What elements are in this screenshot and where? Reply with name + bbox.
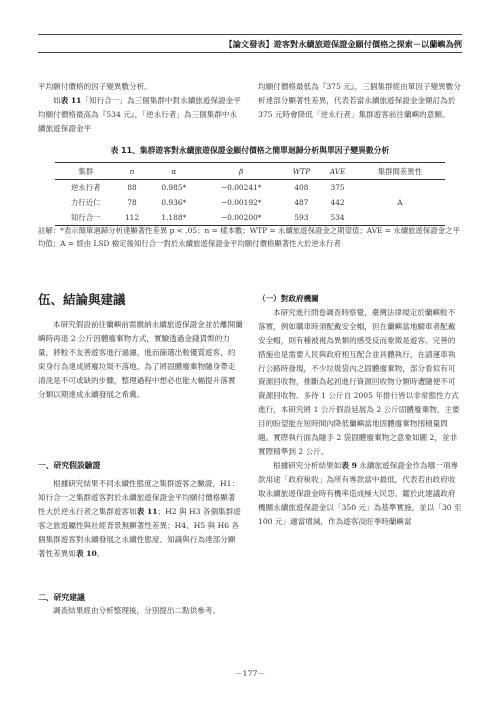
table-note: 註解：*表示簡單迴歸分析達顯著性差異 p < .05；n = 樣本數；WTP = 永續旅遊保證金之期望值；AVE = 永續旅遊保證金之平均值；A = 經由 LSD 檢定後知行合一對於永續旅遊保證金平均願付價格顯著性大於逆永行者 [38, 226, 460, 248]
page-number: －177－ [234, 669, 266, 678]
table-header-row [55, 163, 445, 180]
subheading-hypothesis: 一、研究假設驗證 [38, 461, 101, 470]
table-ref: 表 11 [60, 95, 82, 105]
col-header-beta: β [200, 163, 283, 180]
government-paragraph-2: 根據研究分析結果如表 9 永續旅遊保證金作為哪一項專款用途「政府稅收」為所有專款當中最低，代表若由政府收取永續旅遊保證金時有機率造成極大民怨。鑑於此建議政府機關永續旅遊保證金以「350 元」為基準實施，並以「30 至 100 元」適當增減，作為遊客淡旺季時蘭嶼當 [258, 460, 462, 526]
government-paragraph-1: 本研究進行問卷調查時察覺，臺灣法律規定於蘭嶼較不落實，例如購車時須配戴安全帽，但在蘭嶼當地騎車者配戴安全帽，則有種被視為異類的感受反而象徵是遊客。完善的措施也是需要人民與政府相互配合並具體執行，在請運車執行公路時發現，不少垃圾袋內之固體廢棄物，部分看似有可資源回收物，推斷為起初進行資源回收物分類時遭隨便不可資源回收物。多待 1 公斤自 2005 年推行皆以非常態性方式進行，本研究將 1 公斤假設延展為 2 公斤固體廢棄物，主要目的盼望能在短時間內降低蘭嶼當地固體廢棄物囤積量問題。實際執行面為隨手 2 袋固體廢棄物之意象如圖 2，並非實際精準到 2 公斤。 [258, 307, 460, 456]
col-header-ave: AVE [320, 163, 354, 180]
top-left-paragraph-1: 平均願付價格的因子變異數分析。 [38, 82, 152, 91]
suggestions-paragraph: 調查結果經由分析整理後，分別提出二點供參考。 [53, 606, 221, 615]
subheading-government: （一）對政府機關 [258, 294, 319, 303]
right-column [258, 292, 462, 528]
hypothesis-paragraph: 根據研究結果不同永續性態度之集群遊客之驗證，H1：知行合一之集群遊客對於永續旅遊保證金平均願付價格顯著性大於逆永行者之集群遊客如表 11；H2 與 H3 各個集群遊客之旅遊屬性與社經背景無顯著性差異；H4、H5 與 H6 各個集群遊客對永續發展之永續性態度、知識與行為達部分顯著性差異如表 10。 [38, 479, 241, 558]
top-left-column [38, 80, 243, 136]
table-ref: 表 9 [341, 460, 357, 470]
intro-paragraph: 本研究假設前往蘭嶼前需繳納永續旅遊保證金並於離開蘭嶼時再退 2 公斤因體廢棄物方式，實驗透過金錢貨幣的力量，將較不友善遊客進行過濾，進而篩選出較優質遊客，約束身行為達成將廢垃圾不落地。為了將固體廢棄物隨身帶走清洗是不可或缺的步驟，整理過程中想必也能大幅提升落實分類以期達成永續發展之希冀。 [38, 320, 243, 399]
col-header-n: n [116, 163, 147, 180]
col-header-alpha: α [148, 163, 200, 180]
left-column [38, 318, 243, 401]
top-right-paragraph-1: 均願付價格最低為『375 元』，三個集群經由單因子變異數分析達部分顯著性差異，代表若當永續旅遊保證金金額訂為於 375 元時會降低「逆永行者」集群遊客前往蘭嶼的意願。 [258, 82, 461, 119]
section-title: 伍、結論與建議 [38, 292, 126, 307]
table-row: 力行近仁 78 0.936* −0.00192* 487 442 A [70, 198, 403, 207]
table-row: 逆永行者 88 0.985* −0.00241* 408 375 [70, 183, 345, 192]
col-header-diff: 集群間差異性 [355, 163, 445, 180]
running-head: 【論文發表】遊客對永續旅遊保證金願付價格之探索－以蘭嶼為例 [224, 39, 462, 49]
col-header-wtp: WTP [282, 163, 320, 180]
results-table [55, 162, 445, 226]
table-ref: 表 10 [75, 548, 97, 558]
top-right-column [258, 80, 462, 122]
table-ref: 表 11 [136, 506, 158, 516]
header-rule-top [38, 34, 462, 35]
table-caption: 表 11、集群遊客對永續旅遊保證金願付價格之簡單迴歸分析與單因子變異數分析 [110, 146, 390, 155]
subheading-suggestions: 二、研究建議 [38, 593, 85, 602]
header-rule-bottom [38, 52, 462, 53]
top-left-paragraph-2: 如表 11「知行合一」為三個集群中對永續旅遊保證金平均願付價格最高為『534 元』，「逆永行者」為三個集群中永續旅遊保證金平 [38, 95, 241, 133]
col-header-cluster: 集群 [55, 163, 116, 180]
table-row: 知行合一 112 1.188* −0.00200* 593 534 [55, 210, 445, 226]
